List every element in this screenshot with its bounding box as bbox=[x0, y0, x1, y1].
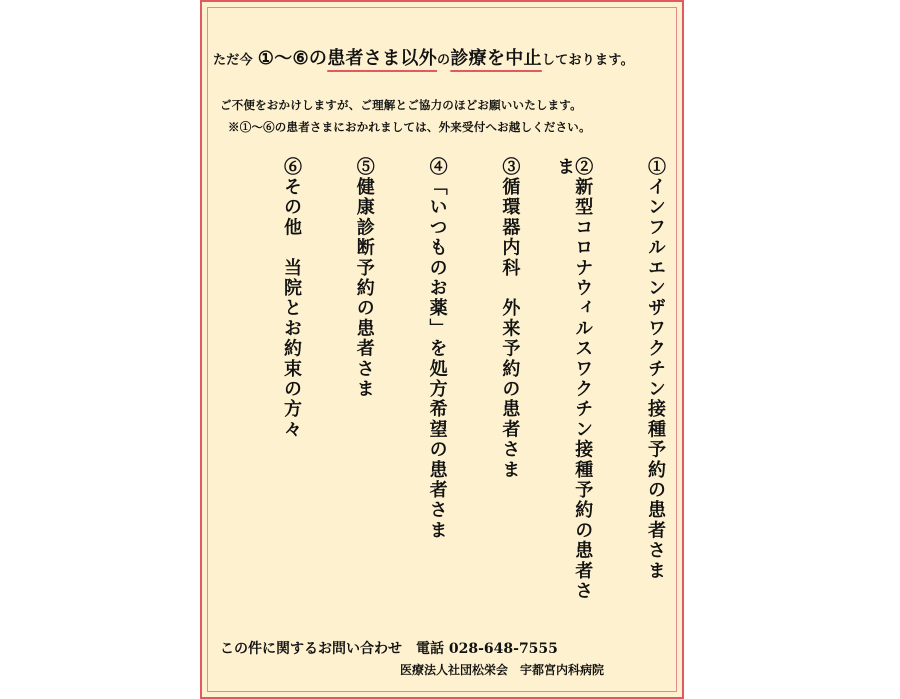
headline bbox=[213, 44, 673, 70]
headline-particle-1: の bbox=[308, 48, 328, 69]
headline-consult-stop: 診療を中止 bbox=[450, 48, 542, 69]
category-other: ⑥その他 当院とお約束の方々 bbox=[281, 157, 302, 440]
notice-poster bbox=[200, 0, 684, 699]
headline-prefix: ただ今 bbox=[213, 53, 258, 68]
note-reception: ※①〜⑥の患者さまにおかれましては、外来受付へお越しください。 bbox=[228, 120, 591, 134]
category-health-checkup: ⑤健康診断予約の患者さま bbox=[353, 157, 375, 400]
category-cardiology: ③循環器内科 外来予約の患者さま bbox=[499, 157, 521, 481]
contact-line: この件に関するお問い合わせ 電話 028-648-7555 bbox=[220, 641, 558, 657]
category-columns bbox=[274, 157, 664, 627]
note-apology: ご不便をおかけしますが、ご理解とご協力のほどお願いいたします。 bbox=[220, 98, 582, 112]
category-covid-vaccine: ②新型コロナウィルスワクチン接種予約の患者さま bbox=[554, 157, 594, 602]
headline-patients-outside: 患者さま以外 bbox=[327, 48, 438, 69]
headline-suffix: しております。 bbox=[541, 53, 634, 68]
organization-name: 医療法人社団松栄会 宇都宮内科病院 bbox=[400, 663, 605, 677]
category-regular-medicine: ④「いつものお薬」を処方希望の患者さま bbox=[426, 157, 448, 541]
category-influenza: ①インフルエンザワクチン接種予約の患者さま bbox=[644, 157, 666, 582]
headline-numbers: ①〜⑥ bbox=[257, 48, 309, 69]
headline-particle-2: の bbox=[437, 53, 451, 68]
